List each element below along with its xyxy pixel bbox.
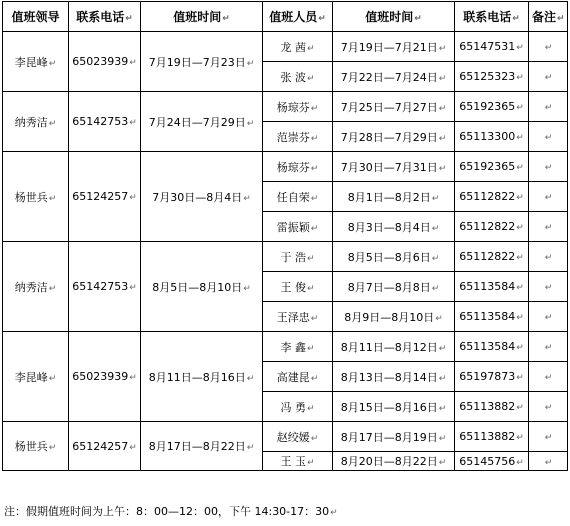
remarks-cell: ↵ xyxy=(529,392,568,422)
staff-phone: 65113584↵ xyxy=(455,272,529,302)
staff-name: 王泽忠↵ xyxy=(263,302,333,332)
staff-name: 冯 勇↵ xyxy=(263,392,333,422)
header-staff-phone: 联系电话↵ xyxy=(455,2,529,32)
staff-period: 8月7日—8月8日↵ xyxy=(333,272,455,302)
remarks-cell: ↵ xyxy=(529,452,568,471)
leader-period: 8月17日—8月22日↵ xyxy=(141,422,263,471)
remarks-cell: ↵ xyxy=(529,32,568,62)
leader-name: 李昆峰↵ xyxy=(3,332,69,422)
remarks-cell: ↵ xyxy=(529,422,568,452)
leader-period: 7月30日—8月4日↵ xyxy=(141,152,263,242)
leader-phone: 65023939↵ xyxy=(69,32,141,92)
leader-phone: 65124257↵ xyxy=(69,422,141,471)
leader-phone: 65023939↵ xyxy=(69,332,141,422)
header-remarks: 备注↵ xyxy=(529,2,568,32)
remarks-cell: ↵ xyxy=(529,362,568,392)
remarks-cell: ↵ xyxy=(529,122,568,152)
staff-name: 龙 茜↵ xyxy=(263,32,333,62)
staff-period: 8月11日—8月12日↵ xyxy=(333,332,455,362)
staff-period: 7月22日—7月24日↵ xyxy=(333,62,455,92)
leader-name: 杨世兵↵ xyxy=(3,152,69,242)
header-staff-period: 值班时间↵ xyxy=(333,2,455,32)
staff-phone: 65147531↵ xyxy=(455,32,529,62)
leader-name: 纳秀洁↵ xyxy=(3,242,69,332)
remarks-cell: ↵ xyxy=(529,332,568,362)
staff-name: 赵绞媛↵ xyxy=(263,422,333,452)
leader-phone: 65142753↵ xyxy=(69,242,141,332)
staff-period: 8月3日—8月4日↵ xyxy=(333,212,455,242)
staff-phone: 65112822↵ xyxy=(455,212,529,242)
header-leader: 值班领导 xyxy=(3,2,69,32)
table-row xyxy=(3,32,568,62)
staff-name: 杨琼芬↵ xyxy=(263,92,333,122)
staff-period: 7月28日—7月29日↵ xyxy=(333,122,455,152)
leader-period: 7月19日—7月23日↵ xyxy=(141,32,263,92)
leader-period: 7月24日—7月29日↵ xyxy=(141,92,263,152)
leader-phone: 65124257↵ xyxy=(69,152,141,242)
remarks-cell: ↵ xyxy=(529,212,568,242)
header-row xyxy=(3,2,568,32)
leader-name: 纳秀洁↵ xyxy=(3,92,69,152)
duty-schedule-table xyxy=(2,1,568,471)
staff-phone: 65113584↵ xyxy=(455,332,529,362)
remarks-cell: ↵ xyxy=(529,152,568,182)
schedule-footnote: 注：假期值班时间为上午：8：00—12：00，下午 14:30-17：30↵ xyxy=(4,505,338,518)
header-staff: 值班人员↵ xyxy=(263,2,333,32)
staff-phone: 65112822↵ xyxy=(455,182,529,212)
leader-name: 杨世兵↵ xyxy=(3,422,69,471)
remarks-cell: ↵ xyxy=(529,242,568,272)
staff-phone: 65197873↵ xyxy=(455,362,529,392)
remarks-cell: ↵ xyxy=(529,272,568,302)
staff-phone: 65113584↵ xyxy=(455,302,529,332)
staff-period: 7月30日—7月31日↵ xyxy=(333,152,455,182)
staff-name: 李 鑫↵ xyxy=(263,332,333,362)
staff-period: 7月25日—7月27日↵ xyxy=(333,92,455,122)
staff-name: 于 浩↵ xyxy=(263,242,333,272)
leader-name: 李昆峰↵ xyxy=(3,32,69,92)
staff-period: 8月1日—8月2日↵ xyxy=(333,182,455,212)
staff-phone: 65192365↵ xyxy=(455,152,529,182)
remarks-cell: ↵ xyxy=(529,92,568,122)
remarks-cell: ↵ xyxy=(529,182,568,212)
staff-name: 张 波↵ xyxy=(263,62,333,92)
remarks-cell: ↵ xyxy=(529,62,568,92)
leader-period: 8月5日—8月10日↵ xyxy=(141,242,263,332)
staff-name: 高建昆↵ xyxy=(263,362,333,392)
staff-period: 8月13日—8月14日↵ xyxy=(333,362,455,392)
table-row xyxy=(3,242,568,272)
leader-period: 8月11日—8月16日↵ xyxy=(141,332,263,422)
staff-phone: 65113882↵ xyxy=(455,422,529,452)
staff-phone: 65145756↵ xyxy=(455,452,529,471)
header-leader-period: 值班时间↵ xyxy=(141,2,263,32)
staff-phone: 65112822↵ xyxy=(455,242,529,272)
table-row xyxy=(3,152,568,182)
leader-phone: 65142753↵ xyxy=(69,92,141,152)
staff-period: 8月9日—8月10日↵ xyxy=(333,302,455,332)
staff-name: 王 玉↵ xyxy=(263,452,333,471)
staff-period: 8月5日—8月6日↵ xyxy=(333,242,455,272)
staff-period: 7月19日—7月21日↵ xyxy=(333,32,455,62)
header-leader-phone: 联系电话↵ xyxy=(69,2,141,32)
table-row xyxy=(3,422,568,452)
table-row xyxy=(3,92,568,122)
staff-phone: 65113300↵ xyxy=(455,122,529,152)
staff-phone: 65192365↵ xyxy=(455,92,529,122)
staff-name: 范崇芬↵ xyxy=(263,122,333,152)
staff-period: 8月20日—8月22日↵ xyxy=(333,452,455,471)
staff-phone: 65113882↵ xyxy=(455,392,529,422)
staff-name: 杨琼芬↵ xyxy=(263,152,333,182)
staff-period: 8月17日—8月19日↵ xyxy=(333,422,455,452)
staff-phone: 65125323↵ xyxy=(455,62,529,92)
staff-name: 雷振颖↵ xyxy=(263,212,333,242)
table-row xyxy=(3,332,568,362)
staff-period: 8月15日—8月16日↵ xyxy=(333,392,455,422)
remarks-cell: ↵ xyxy=(529,302,568,332)
staff-name: 王 俊↵ xyxy=(263,272,333,302)
staff-name: 任自荣↵ xyxy=(263,182,333,212)
